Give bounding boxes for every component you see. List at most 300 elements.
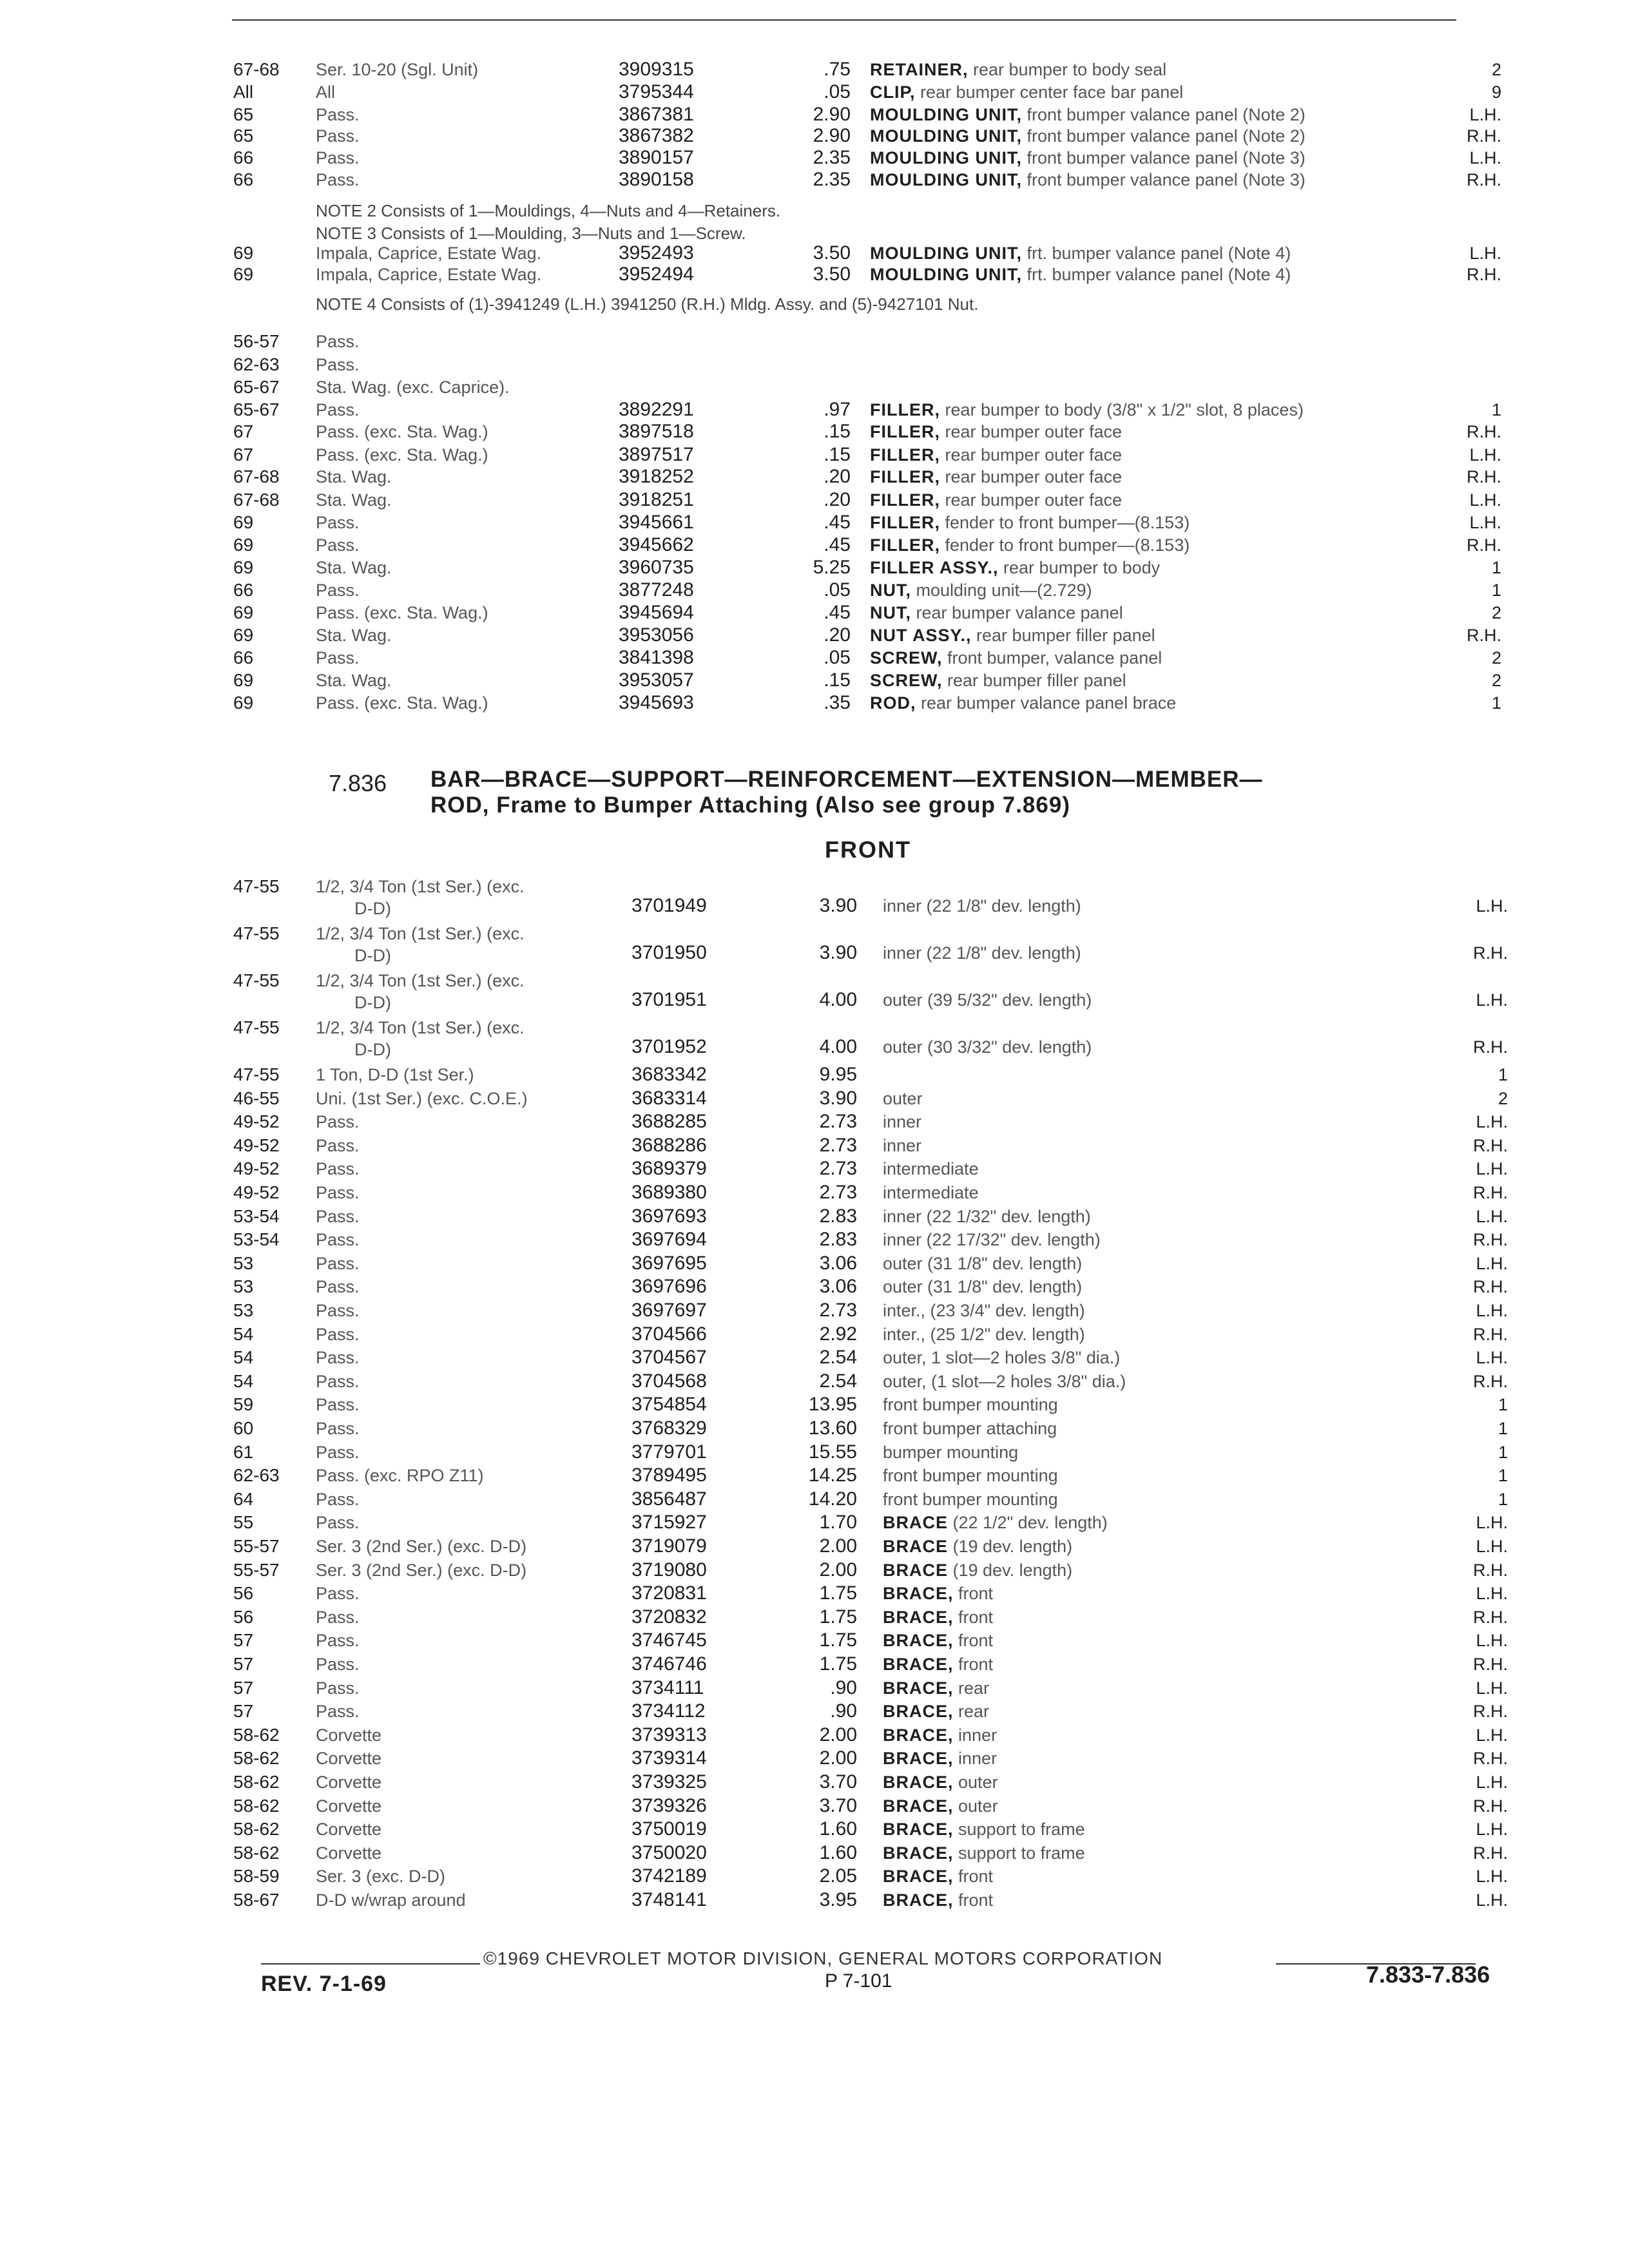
- part-description: rear bumper valance panel brace: [916, 693, 1177, 713]
- quantity-cell: R.H.: [1467, 422, 1501, 441]
- parts-row: [0, 1488, 1629, 1511]
- part-number-cell: 3719080: [631, 1559, 707, 1581]
- description-cell: [870, 511, 1489, 534]
- price-cell: .20: [824, 489, 851, 510]
- model-cell: Pass.: [316, 1655, 360, 1674]
- model-cell-continued: D-D): [354, 899, 391, 918]
- part-description: (22 1/2" dev. length): [948, 1513, 1108, 1533]
- quantity-cell: R.H.: [1467, 126, 1501, 146]
- year-cell: 69: [233, 535, 254, 555]
- description-cell: [870, 691, 1489, 715]
- quantity-cell: L.H.: [1469, 490, 1501, 510]
- year-cell: 61: [233, 1441, 254, 1462]
- price-cell: .90: [830, 1677, 857, 1698]
- part-name: BRACE,: [883, 1631, 954, 1651]
- description-cell: [883, 1417, 1501, 1440]
- part-number-cell: 3750019: [631, 1818, 707, 1840]
- quantity-cell: R.H.: [1473, 1371, 1508, 1391]
- year-cell: 69: [233, 243, 254, 263]
- part-description: front bumper attaching: [883, 1419, 1057, 1438]
- description-cell: [883, 1134, 1501, 1157]
- part-description: front: [953, 1867, 994, 1887]
- quantity-cell: R.H.: [1473, 1655, 1508, 1674]
- quantity-cell: 1: [1498, 1466, 1508, 1486]
- year-cell: 58-62: [233, 1748, 280, 1769]
- part-description: rear bumper filler panel: [971, 626, 1155, 645]
- part-description: outer (39 5/32" dev. length): [883, 990, 1092, 1010]
- model-cell: Impala, Caprice, Estate Wag.: [316, 265, 542, 284]
- part-name: FILLER,: [870, 422, 940, 441]
- quantity-cell: R.H.: [1467, 626, 1501, 645]
- description-cell: [883, 1464, 1501, 1487]
- quantity-cell: L.H.: [1476, 1820, 1508, 1840]
- description-cell: [883, 1370, 1501, 1393]
- parts-row: [0, 1794, 1629, 1818]
- description-cell: [870, 601, 1489, 624]
- price-cell: 9.95: [819, 1064, 857, 1085]
- part-number-cell: 3945693: [619, 692, 694, 713]
- model-cell: Pass.: [316, 1419, 360, 1438]
- price-cell: 2.00: [819, 1535, 857, 1557]
- model-cell: Corvette: [316, 1843, 382, 1863]
- price-cell: 14.25: [808, 1465, 857, 1486]
- part-description: outer: [953, 1773, 998, 1792]
- part-description: rear bumper outer face: [940, 490, 1123, 510]
- part-number-cell: 3890157: [619, 147, 694, 168]
- price-cell: 2.05: [819, 1865, 857, 1887]
- parts-row: [0, 1205, 1629, 1228]
- part-description: inner (22 1/8" dev. length): [883, 943, 1081, 963]
- year-cell: 67-68: [233, 59, 280, 79]
- year-cell: 46-55: [233, 1088, 280, 1108]
- price-cell: .75: [824, 59, 851, 80]
- part-description: front bumper mounting: [883, 1466, 1058, 1486]
- year-cell: 47-55: [233, 876, 280, 896]
- price-cell: 3.95: [819, 1889, 857, 1910]
- quantity-cell: R.H.: [1473, 1324, 1508, 1344]
- part-description: rear bumper outer face: [940, 445, 1123, 465]
- part-number-cell: 3754854: [631, 1394, 707, 1416]
- part-number-cell: 3742189: [631, 1865, 707, 1887]
- part-name: FILLER,: [870, 400, 940, 419]
- model-cell: Pass.: [316, 1301, 360, 1320]
- part-number-cell: 3856487: [631, 1488, 707, 1510]
- section-title: [430, 767, 1494, 818]
- description-cell: [883, 1275, 1501, 1298]
- model-cell: Pass.: [316, 1371, 360, 1391]
- part-number-cell: 3945661: [619, 512, 694, 533]
- quantity-cell: L.H.: [1476, 1513, 1508, 1533]
- price-cell: 2.83: [819, 1229, 857, 1251]
- price-cell: 3.50: [813, 264, 851, 285]
- part-description: frt. bumper valance panel (Note 4): [1022, 244, 1291, 263]
- part-name: MOULDING UNIT,: [870, 105, 1022, 124]
- model-cell: Pass.: [316, 1253, 360, 1273]
- part-description: outer (30 3/32" dev. length): [883, 1037, 1092, 1057]
- description-cell: [870, 398, 1489, 421]
- quantity-cell: R.H.: [1473, 1607, 1508, 1627]
- year-cell: 60: [233, 1418, 254, 1438]
- price-cell: 2.90: [813, 104, 851, 125]
- part-number-cell: 3789495: [631, 1465, 707, 1486]
- description-cell: [870, 646, 1489, 669]
- quantity-cell: L.H.: [1469, 244, 1501, 263]
- model-cell: Sta. Wag. (exc. Caprice).: [316, 378, 510, 397]
- price-cell: 2.73: [819, 1158, 857, 1180]
- model-cell-continued: D-D): [354, 993, 391, 1012]
- part-name: BRACE,: [883, 1867, 954, 1887]
- model-cell-continued: D-D): [354, 1040, 391, 1059]
- year-cell: 58-67: [233, 1890, 280, 1910]
- model-cell-continued: D-D): [354, 946, 391, 965]
- part-name: FILLER ASSY.,: [870, 558, 999, 577]
- parts-row: [0, 646, 1629, 669]
- model-cell: Pass.: [316, 1678, 360, 1698]
- year-cell: 65-67: [233, 377, 280, 397]
- year-cell: 67: [233, 445, 254, 465]
- quantity-cell: 1: [1491, 400, 1501, 419]
- description-cell: [883, 1035, 1501, 1059]
- year-cell: 47-55: [233, 923, 280, 943]
- model-cell: Pass.: [316, 1489, 360, 1509]
- model-cell: Pass.: [316, 170, 360, 189]
- part-name: MOULDING UNIT,: [870, 148, 1022, 168]
- parts-row: [0, 624, 1629, 647]
- price-cell: 1.70: [819, 1512, 857, 1533]
- year-cell: 57: [233, 1701, 254, 1722]
- part-description: front bumper mounting: [883, 1395, 1058, 1415]
- description-cell: [883, 1700, 1501, 1723]
- parts-row: [0, 1771, 1629, 1794]
- description-cell: [883, 1888, 1501, 1912]
- part-number-cell: 3867381: [619, 104, 694, 125]
- section-title-line-1: BAR—BRACE—SUPPORT—REINFORCEMENT—EXTENSION—MEMBER—: [430, 767, 1263, 792]
- footer-rule-left: [261, 1963, 480, 1965]
- price-cell: 1.75: [819, 1629, 857, 1651]
- year-cell: 55-57: [233, 1536, 280, 1556]
- model-cell: Pass.: [316, 105, 360, 124]
- part-number-cell: 3683342: [631, 1064, 707, 1085]
- part-description: front bumper valance panel (Note 3): [1022, 148, 1306, 168]
- footer-section-range: 7.833-7.836: [1366, 1961, 1490, 1988]
- part-number-cell: 3697694: [631, 1229, 707, 1251]
- description-cell: [870, 443, 1489, 466]
- parts-row: [0, 1417, 1629, 1440]
- part-description: inner: [883, 1135, 922, 1155]
- year-cell: 49-52: [233, 1158, 280, 1179]
- quantity-cell: R.H.: [1473, 1135, 1508, 1155]
- quantity-cell: L.H.: [1476, 1725, 1508, 1745]
- part-description: rear bumper filler panel: [942, 671, 1126, 690]
- quantity-cell: L.H.: [1476, 990, 1508, 1010]
- year-cell: 55: [233, 1512, 254, 1533]
- description-cell: [883, 1110, 1501, 1133]
- parts-row: [0, 1275, 1629, 1298]
- parts-row: [0, 533, 1629, 557]
- quantity-cell: 2: [1491, 60, 1501, 79]
- note-4: NOTE 4 Consists of (1)-3941249 (L.H.) 3941250 (R.H.) Mldg. Assy. and (5)-9427101 Nut.: [316, 294, 979, 314]
- part-number-cell: 3867382: [619, 125, 694, 146]
- parts-row: [0, 263, 1629, 286]
- price-cell: 13.95: [808, 1394, 857, 1416]
- parts-row: [0, 1582, 1629, 1605]
- year-cell: 58-62: [233, 1724, 280, 1745]
- part-number-cell: 3953056: [619, 624, 694, 646]
- year-cell: 67: [233, 421, 254, 441]
- part-name: BRACE,: [883, 1796, 954, 1816]
- model-cell: Pass.: [316, 1395, 360, 1415]
- part-description: bumper mounting: [883, 1442, 1019, 1462]
- quantity-cell: 1: [1491, 581, 1501, 600]
- part-number-cell: 3952493: [619, 242, 694, 264]
- parts-row: [0, 1134, 1629, 1157]
- parts-row: [0, 1700, 1629, 1723]
- parts-row: [0, 1087, 1629, 1110]
- parts-row: [0, 1323, 1629, 1346]
- part-description: inner: [953, 1749, 998, 1769]
- part-description: front bumper mounting: [883, 1489, 1058, 1509]
- part-name: SCREW,: [870, 671, 943, 690]
- quantity-cell: 1: [1498, 1065, 1508, 1084]
- year-cell: 59: [233, 1394, 254, 1415]
- model-cell: Pass. (exc. Sta. Wag.): [316, 603, 488, 622]
- part-number-cell: 3841398: [619, 647, 694, 668]
- year-cell: 53: [233, 1253, 254, 1273]
- model-cell: Pass.: [316, 1135, 360, 1155]
- price-cell: 14.20: [808, 1488, 857, 1510]
- part-number-cell: 3719079: [631, 1535, 707, 1557]
- price-cell: 2.00: [819, 1724, 857, 1745]
- parts-row: [0, 1724, 1629, 1747]
- model-cell: Pass.: [316, 1277, 360, 1297]
- year-cell: 54: [233, 1370, 254, 1391]
- price-cell: 1.75: [819, 1606, 857, 1628]
- parts-row: [0, 1559, 1629, 1582]
- year-cell: 69: [233, 625, 254, 645]
- part-description: front bumper valance panel (Note 3): [1022, 170, 1306, 189]
- part-name: BRACE: [883, 1513, 949, 1533]
- parts-row: [0, 1228, 1629, 1251]
- part-number-cell: 3739313: [631, 1724, 707, 1745]
- part-description: fender to front bumper—(8.153): [940, 535, 1190, 555]
- price-cell: 2.54: [819, 1370, 857, 1392]
- description-cell: [883, 988, 1501, 1012]
- quantity-cell: L.H.: [1469, 105, 1501, 124]
- price-cell: .45: [824, 602, 851, 623]
- year-cell: 69: [233, 264, 254, 284]
- description-cell: [883, 1535, 1501, 1558]
- year-cell: 56: [233, 1606, 254, 1627]
- part-number-cell: 3960735: [619, 557, 694, 578]
- part-description: front bumper, valance panel: [942, 648, 1162, 668]
- price-cell: 3.90: [819, 895, 857, 916]
- part-description: front: [953, 1655, 994, 1674]
- year-cell: 58-62: [233, 1842, 280, 1863]
- price-cell: 3.70: [819, 1771, 857, 1792]
- part-description: inner (22 1/8" dev. length): [883, 896, 1081, 916]
- part-name: FILLER,: [870, 513, 940, 532]
- part-name: BRACE: [883, 1560, 949, 1580]
- parts-row: [0, 669, 1629, 692]
- part-description: intermediate: [883, 1183, 979, 1202]
- part-description: rear bumper outer face: [940, 467, 1123, 486]
- description-cell: [870, 556, 1489, 579]
- part-description: moulding unit—(2.729): [911, 581, 1092, 600]
- part-name: MOULDING UNIT,: [870, 265, 1022, 284]
- parts-row: [0, 81, 1629, 104]
- model-cell: Pass.: [316, 648, 360, 668]
- part-name: MOULDING UNIT,: [870, 244, 1022, 263]
- year-cell: 58-62: [233, 1772, 280, 1792]
- part-number-cell: 3701949: [631, 895, 707, 916]
- year-cell: 62-63: [233, 354, 280, 374]
- part-number-cell: 3897517: [619, 444, 694, 465]
- quantity-cell: R.H.: [1473, 1749, 1508, 1769]
- part-description: outer, 1 slot—2 holes 3/8" dia.): [883, 1348, 1121, 1368]
- parts-row: [0, 353, 1629, 376]
- year-cell: 66: [233, 580, 254, 600]
- quantity-cell: R.H.: [1473, 1183, 1508, 1202]
- price-cell: 3.90: [819, 942, 857, 963]
- description-cell: [883, 1393, 1501, 1416]
- year-cell: 69: [233, 602, 254, 622]
- model-cell: Sta. Wag.: [316, 558, 392, 577]
- year-cell: 47-55: [233, 1064, 280, 1084]
- part-description: rear bumper outer face: [940, 422, 1123, 441]
- quantity-cell: 2: [1498, 1088, 1508, 1108]
- model-cell: Pass. (exc. Sta. Wag.): [316, 422, 488, 441]
- part-number-cell: 3890158: [619, 169, 694, 190]
- quantity-cell: 2: [1491, 603, 1501, 622]
- quantity-cell: L.H.: [1476, 896, 1508, 916]
- parts-row: [0, 601, 1629, 624]
- price-cell: 2.73: [819, 1182, 857, 1203]
- description-cell: [883, 894, 1501, 918]
- part-number-cell: 3734112: [631, 1700, 706, 1722]
- part-name: CLIP,: [870, 82, 916, 102]
- part-name: BRACE,: [883, 1678, 954, 1698]
- parts-row: [0, 398, 1629, 421]
- parts-row: [0, 420, 1629, 443]
- year-cell: 53: [233, 1276, 254, 1297]
- description-cell: [883, 1559, 1501, 1582]
- price-cell: 3.70: [819, 1794, 857, 1816]
- year-cell: 58-62: [233, 1795, 280, 1816]
- part-number-cell: 3746745: [631, 1629, 707, 1651]
- model-cell: Pass.: [316, 1183, 360, 1202]
- price-cell: 2.54: [819, 1347, 857, 1369]
- model-cell: Pass. (exc. RPO Z11): [316, 1466, 484, 1486]
- quantity-cell: L.H.: [1476, 1348, 1508, 1368]
- part-number-cell: 3795344: [619, 81, 694, 102]
- year-cell: All: [233, 82, 254, 102]
- price-cell: .97: [824, 399, 851, 420]
- footer-revision: REV. 7-1-69: [261, 1972, 387, 1996]
- description-cell: [883, 1724, 1501, 1747]
- part-number-cell: 3701952: [631, 1036, 707, 1057]
- model-cell: Sta. Wag.: [316, 671, 392, 690]
- price-cell: 2.00: [819, 1747, 857, 1769]
- part-name: BRACE,: [883, 1749, 954, 1769]
- model-cell: Corvette: [316, 1725, 382, 1745]
- description-cell: [883, 1606, 1501, 1629]
- parts-row: [0, 1441, 1629, 1464]
- part-name: SCREW,: [870, 648, 943, 668]
- parts-row: [0, 242, 1629, 265]
- price-cell: .05: [824, 81, 851, 102]
- description-cell: [883, 1488, 1501, 1511]
- year-cell: 47-55: [233, 1017, 280, 1037]
- model-cell: Pass.: [316, 148, 360, 168]
- parts-row: [0, 1252, 1629, 1275]
- year-cell: 65: [233, 104, 254, 124]
- year-cell: 57: [233, 1630, 254, 1651]
- part-description: rear bumper to body: [998, 558, 1161, 577]
- model-cell: Pass.: [316, 332, 360, 351]
- quantity-cell: L.H.: [1476, 1206, 1508, 1226]
- model-cell: Ser. 3 (exc. D-D): [316, 1867, 446, 1887]
- model-cell: Pass.: [316, 1230, 360, 1250]
- part-number-cell: 3715927: [631, 1512, 707, 1533]
- description-cell: [883, 1299, 1501, 1322]
- section-title-line-2: ROD, Frame to Bumper Attaching (Also see group 7.869): [430, 793, 1070, 818]
- price-cell: 2.83: [819, 1205, 857, 1227]
- model-cell: Ser. 3 (2nd Ser.) (exc. D-D): [316, 1560, 527, 1580]
- parts-row: [0, 1181, 1629, 1204]
- price-cell: 1.60: [819, 1841, 857, 1863]
- footer-page-number: P 7-101: [825, 1970, 892, 1992]
- parts-row: [0, 511, 1629, 534]
- year-cell: 57: [233, 1677, 254, 1698]
- year-cell: 57: [233, 1654, 254, 1674]
- part-name: NUT,: [870, 581, 911, 600]
- part-description: front: [953, 1890, 994, 1910]
- part-number-cell: 3877248: [619, 579, 694, 601]
- parts-row: [0, 124, 1629, 148]
- quantity-cell: R.H.: [1473, 1796, 1508, 1816]
- price-cell: 2.92: [819, 1323, 857, 1345]
- part-number-cell: 3953057: [619, 669, 694, 691]
- price-cell: 2.00: [819, 1559, 857, 1581]
- part-name: FILLER,: [870, 535, 940, 555]
- year-cell: 49-52: [233, 1111, 280, 1132]
- note-2: NOTE 2 Consists of 1—Mouldings, 4—Nuts and 4—Retainers.: [316, 201, 781, 220]
- description-cell: [883, 1865, 1501, 1888]
- parts-row: [0, 1888, 1629, 1912]
- part-description: outer: [953, 1796, 998, 1816]
- description-cell: [883, 1794, 1501, 1818]
- part-name: BRACE,: [883, 1655, 954, 1674]
- part-name: MOULDING UNIT,: [870, 126, 1022, 146]
- model-cell: Pass.: [316, 1348, 360, 1368]
- price-cell: .45: [824, 512, 851, 533]
- part-number-cell: 3689379: [631, 1158, 707, 1180]
- parts-row: [0, 103, 1629, 126]
- parts-row: [0, 556, 1629, 579]
- model-cell: Pass.: [316, 1112, 360, 1132]
- model-cell: 1/2, 3/4 Ton (1st Ser.) (exc.: [316, 924, 525, 943]
- model-cell: D-D w/wrap around: [316, 1890, 466, 1910]
- parts-row: [0, 1370, 1629, 1393]
- part-description: front bumper valance panel (Note 2): [1022, 126, 1306, 146]
- part-name: RETAINER,: [870, 60, 969, 79]
- part-number-cell: 3701951: [631, 989, 707, 1010]
- quantity-cell: R.H.: [1467, 535, 1501, 555]
- price-cell: 4.00: [819, 1036, 857, 1057]
- part-number-cell: 3779701: [631, 1441, 707, 1463]
- quantity-cell: 1: [1491, 558, 1501, 577]
- quantity-cell: R.H.: [1473, 1277, 1508, 1297]
